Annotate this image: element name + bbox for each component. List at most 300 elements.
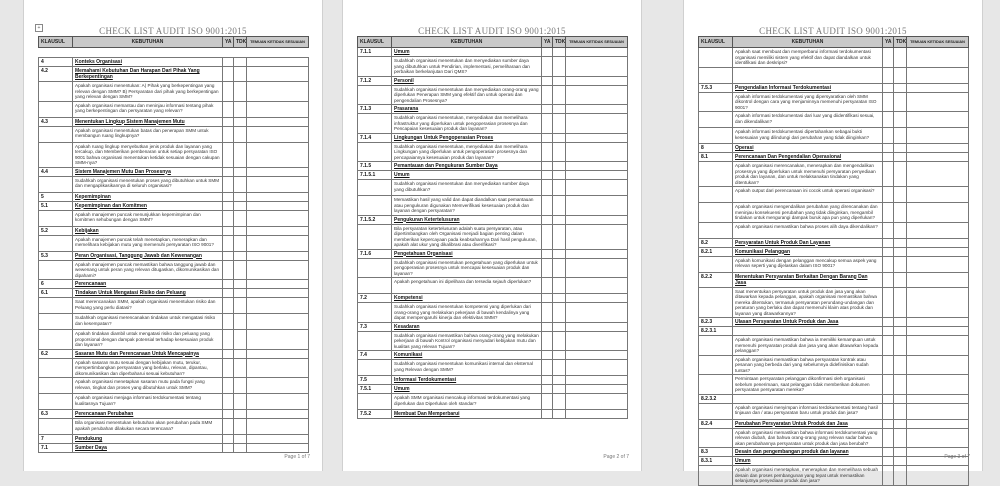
checklist-item-row: [699, 222, 969, 238]
clause-title-cell: Memahami Kebutuhan Dan Harapan Dari Pihak Yang Berkepentingan: [73, 67, 223, 82]
finding-note-cell[interactable]: [566, 85, 628, 105]
clause-row: [39, 117, 309, 126]
clause-title-cell: [733, 327, 883, 336]
requirement-question-cell: Bila organisasi menentukan kebutuhan akan perubahan pada SMM apakah perubahan dilakukan secara terencana?: [73, 419, 223, 435]
tdk-checkbox-cell[interactable]: [234, 176, 247, 192]
requirement-question-cell: Apakah organisasi merencanakan, menerapkan dan mengendalikan prosesnya yang diperlukan untuk memenuhi persyaratan penyediaan produk dan layanan, dan untuk melaksanakan tindakan yang ditentukan?: [733, 162, 883, 187]
tdk-checkbox-cell[interactable]: [234, 394, 247, 410]
ya-checkbox-cell[interactable]: [883, 256, 894, 272]
finding-note-cell[interactable]: [247, 101, 309, 117]
tdk-checkbox-cell[interactable]: [894, 92, 907, 112]
ya-checkbox-cell: [883, 394, 894, 403]
clause-title-cell: Kepemimpinan: [73, 192, 223, 201]
document-title: CHECK LIST AUDIT ISO 9001:2015: [759, 26, 907, 36]
ya-checkbox-cell: [883, 327, 894, 336]
finding-note-cell[interactable]: [247, 358, 309, 378]
finding-note-cell[interactable]: [907, 67, 969, 83]
page-number-footer: Page 3 of 7: [944, 454, 970, 460]
ya-checkbox-cell: [223, 410, 234, 419]
checklist-item-row: [39, 210, 309, 226]
ya-checkbox-cell: [883, 83, 894, 92]
requirement-question-cell: Apakah informasi terdokumentasi yang dipersyaratkan oleh SMM dikontrol dengan cara yang menjaminnya memenuhi persyaratan ISO 9001?: [733, 92, 883, 112]
finding-note-cell[interactable]: [907, 187, 969, 203]
clause-row: [39, 201, 309, 210]
ya-checkbox-cell[interactable]: [542, 85, 553, 105]
checklist-item-row: [39, 101, 309, 117]
clause-number-cell: [358, 57, 392, 77]
finding-note-cell: [247, 280, 309, 289]
finding-note-cell: [566, 351, 628, 360]
checklist-item-row: [358, 224, 628, 249]
tdk-checkbox-cell[interactable]: [234, 419, 247, 435]
clause-number-cell: [699, 403, 733, 419]
header-kebutuhan: KEBUTUHAN: [392, 37, 542, 48]
document-page-3: [683, 0, 983, 483]
checklist-item-row: [358, 258, 628, 278]
clause-row: [358, 376, 628, 385]
tdk-checkbox-cell[interactable]: [553, 142, 566, 162]
clause-number-cell: [699, 92, 733, 112]
ya-checkbox-cell[interactable]: [883, 203, 894, 223]
tdk-checkbox-cell[interactable]: [894, 256, 907, 272]
ya-checkbox-cell[interactable]: [883, 466, 894, 486]
checklist-item-row: [699, 403, 969, 419]
tdk-checkbox-cell: [553, 351, 566, 360]
ya-checkbox-cell[interactable]: [542, 224, 553, 249]
clause-row: [358, 249, 628, 258]
checklist-item-row: [699, 256, 969, 272]
tdk-checkbox-cell: [553, 294, 566, 303]
table-header-row: [39, 37, 309, 48]
ya-checkbox-cell[interactable]: [223, 210, 234, 226]
clause-number-cell: 8: [699, 144, 733, 153]
clause-number-cell: [39, 314, 73, 330]
clause-number-cell: 7.1.1: [358, 48, 392, 57]
clause-row: [699, 247, 969, 256]
ya-checkbox-cell[interactable]: [883, 355, 894, 375]
tdk-checkbox-cell[interactable]: [553, 196, 566, 216]
finding-note-cell[interactable]: [566, 224, 628, 249]
ya-checkbox-cell[interactable]: [883, 128, 894, 144]
requirement-question-cell: Apakah organisasi menentukan batas dan penerapan SMM untuk membangun ruang lingkupnya?: [73, 126, 223, 142]
ya-checkbox-cell[interactable]: [883, 222, 894, 238]
clause-row: [39, 349, 309, 358]
clause-title-cell: Umum: [392, 385, 542, 394]
requirement-question-cell: [733, 67, 883, 83]
ya-checkbox-cell[interactable]: [883, 112, 894, 128]
ya-checkbox-cell[interactable]: [223, 101, 234, 117]
finding-note-cell[interactable]: [247, 82, 309, 102]
finding-note-cell[interactable]: [566, 57, 628, 77]
tdk-checkbox-cell[interactable]: [894, 48, 907, 68]
clause-number-cell: 8.2.3.1: [699, 327, 733, 336]
ya-checkbox-cell[interactable]: [223, 330, 234, 350]
ya-checkbox-cell[interactable]: [883, 428, 894, 448]
ya-checkbox-cell[interactable]: [883, 403, 894, 419]
clause-number-cell: 5.2: [39, 226, 73, 235]
checklist-item-row: [39, 378, 309, 394]
tdk-checkbox-cell[interactable]: [894, 203, 907, 223]
clause-number-cell: 7.5.3: [699, 83, 733, 92]
finding-note-cell: [247, 410, 309, 419]
requirement-question-cell: Apakah organisasi memastikan bahwa informasi terdokumentasi yang relevan diubah, dan bahwa orang-orang yang relevan sadar bahwa akan perubahannya persyaratan untuk produk dan jasa berubah?: [733, 428, 883, 448]
clause-title-cell: Konteks Organisasi: [73, 58, 223, 67]
finding-note-cell[interactable]: [907, 128, 969, 144]
tdk-checkbox-cell[interactable]: [894, 355, 907, 375]
finding-note-cell: [247, 167, 309, 176]
tdk-checkbox-cell[interactable]: [894, 67, 907, 83]
ya-checkbox-cell: [542, 249, 553, 258]
finding-note-cell[interactable]: [247, 142, 309, 167]
tdk-checkbox-cell: [553, 133, 566, 142]
ya-checkbox-cell[interactable]: [542, 278, 553, 294]
finding-note-cell[interactable]: [907, 162, 969, 187]
finding-note-cell[interactable]: [566, 258, 628, 278]
requirement-question-cell: Sudahkah organisasi menentukan kompetensi yang diperlukan dari orang-orang yang melakukan pekerjaan di bawah kendalinya yang dapat mempengaruhi kinerja dan efektivitas SMM?: [392, 303, 542, 323]
ya-checkbox-cell: [542, 385, 553, 394]
tdk-checkbox-cell: [894, 238, 907, 247]
ya-checkbox-cell[interactable]: [542, 303, 553, 323]
header-klausul: KLAUSUL: [358, 37, 392, 48]
ya-checkbox-cell: [223, 226, 234, 235]
tdk-checkbox-cell[interactable]: [553, 303, 566, 323]
header-temuan: TEMUAN KETIDAK SESUAIAN: [566, 37, 628, 48]
finding-note-cell[interactable]: [247, 235, 309, 251]
tdk-checkbox-cell[interactable]: [553, 180, 566, 196]
ya-checkbox-cell: [223, 67, 234, 82]
ya-checkbox-cell[interactable]: [223, 419, 234, 435]
ya-checkbox-cell: [883, 318, 894, 327]
finding-note-cell[interactable]: [907, 256, 969, 272]
finding-note-cell[interactable]: [907, 336, 969, 356]
ya-checkbox-cell[interactable]: [542, 142, 553, 162]
clause-title-cell: Kepemimpinan dan Komitmen: [73, 201, 223, 210]
ya-checkbox-cell[interactable]: [883, 48, 894, 68]
requirement-question-cell: Sudahkah organisasi menentukan proses yang dibutuhkan untuk SMM dan mengaplikasikannya di seluruh organisasi?: [73, 176, 223, 192]
finding-note-cell[interactable]: [247, 419, 309, 435]
clause-number-cell: [39, 176, 73, 192]
checklist-table: [38, 36, 309, 453]
clause-number-cell: 8.2: [699, 238, 733, 247]
checklist-item-row: [39, 298, 309, 314]
clause-number-cell: [39, 126, 73, 142]
ya-checkbox-cell[interactable]: [223, 142, 234, 167]
tdk-checkbox-cell: [234, 192, 247, 201]
finding-note-cell[interactable]: [247, 298, 309, 314]
finding-note-cell: [566, 376, 628, 385]
checklist-item-row: [699, 48, 969, 68]
clause-number-cell: 4.4: [39, 167, 73, 176]
clause-number-cell: 7.1: [39, 444, 73, 453]
ya-checkbox-cell[interactable]: [883, 375, 894, 395]
tdk-checkbox-cell[interactable]: [234, 260, 247, 280]
ya-checkbox-cell: [223, 444, 234, 453]
ya-checkbox-cell[interactable]: [883, 336, 894, 356]
ya-checkbox-cell[interactable]: [542, 180, 553, 196]
ya-checkbox-cell[interactable]: [542, 114, 553, 134]
clause-number-cell: [39, 210, 73, 226]
finding-note-cell: [907, 238, 969, 247]
ya-checkbox-cell: [542, 76, 553, 85]
ya-checkbox-cell: [223, 435, 234, 444]
tdk-checkbox-cell[interactable]: [234, 358, 247, 378]
clause-title-cell: Kompetensi: [392, 294, 542, 303]
tdk-checkbox-cell: [234, 117, 247, 126]
tdk-checkbox-cell[interactable]: [894, 162, 907, 187]
clause-number-cell: [699, 128, 733, 144]
tdk-checkbox-cell: [234, 58, 247, 67]
clause-title-cell: Kesadaran: [392, 322, 542, 331]
clause-title-cell: Operasi: [733, 144, 883, 153]
tdk-checkbox-cell[interactable]: [553, 278, 566, 294]
header-tdk: TDK: [894, 37, 907, 48]
ya-checkbox-cell: [223, 192, 234, 201]
finding-note-cell[interactable]: [247, 330, 309, 350]
finding-note-cell[interactable]: [566, 142, 628, 162]
tdk-checkbox-cell[interactable]: [234, 330, 247, 350]
requirement-question-cell: Sudahkah organisasi menentukan dan menyediakan sumber daya yang dibutuhkan?: [392, 180, 542, 196]
clause-row: [39, 167, 309, 176]
finding-note-cell[interactable]: [907, 355, 969, 375]
clause-number-cell: 6: [39, 280, 73, 289]
tdk-checkbox-cell: [234, 289, 247, 298]
tdk-checkbox-cell[interactable]: [894, 403, 907, 419]
clause-number-cell: [358, 224, 392, 249]
tdk-checkbox-cell[interactable]: [553, 394, 566, 410]
tdk-checkbox-cell[interactable]: [894, 466, 907, 486]
ya-checkbox-cell: [542, 351, 553, 360]
finding-note-cell[interactable]: [247, 394, 309, 410]
clause-title-cell: Perencanaan: [73, 280, 223, 289]
clause-number-cell: [699, 187, 733, 203]
tdk-checkbox-cell: [234, 280, 247, 289]
tdk-checkbox-cell[interactable]: [553, 114, 566, 134]
ya-checkbox-cell[interactable]: [542, 360, 553, 376]
tdk-checkbox-cell: [234, 201, 247, 210]
finding-note-cell[interactable]: [566, 331, 628, 351]
checklist-item-row: [699, 92, 969, 112]
table-header-row: [699, 37, 969, 48]
requirement-question-cell: Apakah pengetahuan ini dipelihara dan tersedia sejauh diperlukan?: [392, 278, 542, 294]
clause-number-cell: [358, 258, 392, 278]
table-move-handle-icon[interactable]: +: [35, 24, 43, 32]
clause-row: [699, 394, 969, 403]
finding-note-cell[interactable]: [566, 180, 628, 196]
clause-number-cell: 7.1.5: [358, 162, 392, 171]
ya-checkbox-cell[interactable]: [542, 57, 553, 77]
ya-checkbox-cell: [883, 272, 894, 287]
tdk-checkbox-cell: [553, 48, 566, 57]
clause-number-cell: 7.5.2: [358, 410, 392, 419]
ya-checkbox-cell[interactable]: [223, 394, 234, 410]
ya-checkbox-cell[interactable]: [883, 67, 894, 83]
tdk-checkbox-cell[interactable]: [553, 224, 566, 249]
checklist-item-row: [699, 466, 969, 486]
finding-note-cell[interactable]: [907, 203, 969, 223]
clause-number-cell: 6.1: [39, 289, 73, 298]
ya-checkbox-cell: [542, 105, 553, 114]
finding-note-cell[interactable]: [907, 466, 969, 486]
tdk-checkbox-cell[interactable]: [234, 378, 247, 394]
clause-title-cell: Persyaratan Untuk Produk Dan Layanan: [733, 238, 883, 247]
finding-note-cell: [566, 385, 628, 394]
finding-note-cell[interactable]: [907, 403, 969, 419]
tdk-checkbox-cell[interactable]: [234, 101, 247, 117]
tdk-checkbox-cell[interactable]: [894, 287, 907, 318]
tdk-checkbox-cell[interactable]: [894, 187, 907, 203]
ya-checkbox-cell: [223, 251, 234, 260]
finding-note-cell[interactable]: [247, 260, 309, 280]
finding-note-cell[interactable]: [247, 126, 309, 142]
ya-checkbox-cell[interactable]: [542, 331, 553, 351]
clause-title-cell: Peran Organisasi, Tanggung Jawab dan Kewenangan: [73, 251, 223, 260]
finding-note-cell[interactable]: [247, 210, 309, 226]
requirement-question-cell: Apakah organisasi memastikan bahwa persyaratan kontrak atau pesanan yang berbeda dari yang sebelumnya didefinisikan sudah tuntas?: [733, 355, 883, 375]
clause-number-cell: 7.3: [358, 322, 392, 331]
ya-checkbox-cell: [542, 48, 553, 57]
finding-note-cell[interactable]: [907, 112, 969, 128]
clause-number-cell: 4.3: [39, 117, 73, 126]
clause-number-cell: [358, 85, 392, 105]
clause-title-cell: Umum: [392, 171, 542, 180]
finding-note-cell: [247, 58, 309, 67]
finding-note-cell[interactable]: [247, 176, 309, 192]
checklist-item-row: [39, 358, 309, 378]
finding-note-cell[interactable]: [907, 375, 969, 395]
finding-note-cell[interactable]: [566, 196, 628, 216]
finding-note-cell[interactable]: [566, 394, 628, 410]
checklist-item-row: [358, 394, 628, 410]
ya-checkbox-cell[interactable]: [223, 260, 234, 280]
tdk-checkbox-cell: [894, 247, 907, 256]
clause-row: [358, 162, 628, 171]
checklist-item-row: [39, 176, 309, 192]
ya-checkbox-cell[interactable]: [883, 187, 894, 203]
ya-checkbox-cell: [883, 457, 894, 466]
ya-checkbox-cell[interactable]: [883, 162, 894, 187]
clause-number-cell: 7: [39, 435, 73, 444]
clause-title-cell: Pengetahuan Organisasi: [392, 249, 542, 258]
tdk-checkbox-cell[interactable]: [234, 126, 247, 142]
tdk-checkbox-cell[interactable]: [553, 331, 566, 351]
tdk-checkbox-cell[interactable]: [894, 375, 907, 395]
header-kebutuhan: KEBUTUHAN: [733, 37, 883, 48]
finding-note-cell[interactable]: [566, 114, 628, 134]
finding-note-cell[interactable]: [907, 92, 969, 112]
document-title: CHECK LIST AUDIT ISO 9001:2015: [418, 26, 566, 36]
tdk-checkbox-cell[interactable]: [234, 142, 247, 167]
checklist-item-row: [699, 67, 969, 83]
tdk-checkbox-cell: [553, 376, 566, 385]
clause-title-cell: Tindakan Untuk Mengatasi Risiko dan Peluang: [73, 289, 223, 298]
finding-note-cell: [247, 201, 309, 210]
finding-note-cell: [566, 76, 628, 85]
ya-checkbox-cell: [223, 289, 234, 298]
header-ya: YA: [542, 37, 553, 48]
requirement-question-cell: Sudahkah organisasi memastikan bahwa orang-orang yang melakukan pekerjaan di bawah Kontrol organisasi menyadari kebijakan mutu dan kualitas yang relevan Tujuan?: [392, 331, 542, 351]
tdk-checkbox-cell[interactable]: [894, 128, 907, 144]
tdk-checkbox-cell: [894, 153, 907, 162]
ya-checkbox-cell[interactable]: [542, 394, 553, 410]
ya-checkbox-cell[interactable]: [223, 314, 234, 330]
ya-checkbox-cell: [883, 238, 894, 247]
tdk-checkbox-cell[interactable]: [553, 85, 566, 105]
ya-checkbox-cell[interactable]: [223, 126, 234, 142]
tdk-checkbox-cell[interactable]: [894, 222, 907, 238]
checklist-item-row: [699, 428, 969, 448]
finding-note-cell[interactable]: [907, 428, 969, 448]
clause-title-cell: Membuat Dan Memperbarui: [392, 410, 542, 419]
finding-note-cell: [907, 247, 969, 256]
tdk-checkbox-cell[interactable]: [234, 314, 247, 330]
checklist-item-row: [699, 187, 969, 203]
ya-checkbox-cell[interactable]: [883, 287, 894, 318]
tdk-checkbox-cell[interactable]: [234, 298, 247, 314]
finding-note-cell: [907, 272, 969, 287]
finding-note-cell[interactable]: [247, 378, 309, 394]
finding-note-cell[interactable]: [566, 303, 628, 323]
tdk-checkbox-cell[interactable]: [553, 360, 566, 376]
finding-note-cell[interactable]: [247, 314, 309, 330]
requirement-question-cell: Apakah organisasi menetapkan, menerapkan dan memelihara sebuah desain dan proses pembangunan yang tepat untuk memastikan selanjutnya penyediaan produk dan jasa?: [733, 466, 883, 486]
tdk-checkbox-cell: [234, 251, 247, 260]
tdk-checkbox-cell[interactable]: [234, 82, 247, 102]
tdk-checkbox-cell[interactable]: [894, 336, 907, 356]
tdk-checkbox-cell[interactable]: [234, 235, 247, 251]
clause-number-cell: [39, 142, 73, 167]
ya-checkbox-cell[interactable]: [223, 235, 234, 251]
clause-number-cell: 4: [39, 58, 73, 67]
finding-note-cell[interactable]: [907, 287, 969, 318]
header-klausul: KLAUSUL: [39, 37, 73, 48]
tdk-checkbox-cell[interactable]: [234, 210, 247, 226]
finding-note-cell[interactable]: [566, 278, 628, 294]
clause-row: [358, 410, 628, 419]
ya-checkbox-cell[interactable]: [223, 378, 234, 394]
finding-note-cell[interactable]: [907, 48, 969, 68]
ya-checkbox-cell[interactable]: [223, 298, 234, 314]
ya-checkbox-cell[interactable]: [223, 82, 234, 102]
clause-number-cell: [39, 298, 73, 314]
ya-checkbox-cell[interactable]: [542, 258, 553, 278]
finding-note-cell: [247, 435, 309, 444]
ya-checkbox-cell[interactable]: [542, 196, 553, 216]
tdk-checkbox-cell[interactable]: [553, 258, 566, 278]
finding-note-cell[interactable]: [566, 360, 628, 376]
clause-number-cell: [699, 162, 733, 187]
clause-row: [39, 289, 309, 298]
checklist-item-row: [358, 278, 628, 294]
ya-checkbox-cell: [542, 215, 553, 224]
finding-note-cell: [247, 349, 309, 358]
requirement-question-cell: Apakah ruang lingkup menyebutkan jenis produk dan layanan yang tercakup, dan Memberikan pembenaran untuk setiap persyaratan ISO 9001 bahwa organisasi menentukan ketidak sesuaian dengan cakupan SMM-nya?: [73, 142, 223, 167]
ya-checkbox-cell[interactable]: [223, 358, 234, 378]
checklist-item-row: [358, 303, 628, 323]
page-number-footer: Page 1 of 7: [284, 454, 310, 460]
clause-row: [699, 419, 969, 428]
clause-number-cell: 5.1: [39, 201, 73, 210]
tdk-checkbox-cell[interactable]: [894, 112, 907, 128]
clause-row: [358, 215, 628, 224]
clause-number-cell: 8.2.2: [699, 272, 733, 287]
ya-checkbox-cell[interactable]: [223, 176, 234, 192]
tdk-checkbox-cell[interactable]: [894, 428, 907, 448]
tdk-checkbox-cell[interactable]: [553, 57, 566, 77]
checklist-item-row: [699, 336, 969, 356]
ya-checkbox-cell[interactable]: [883, 92, 894, 112]
finding-note-cell[interactable]: [907, 222, 969, 238]
finding-note-cell: [247, 226, 309, 235]
